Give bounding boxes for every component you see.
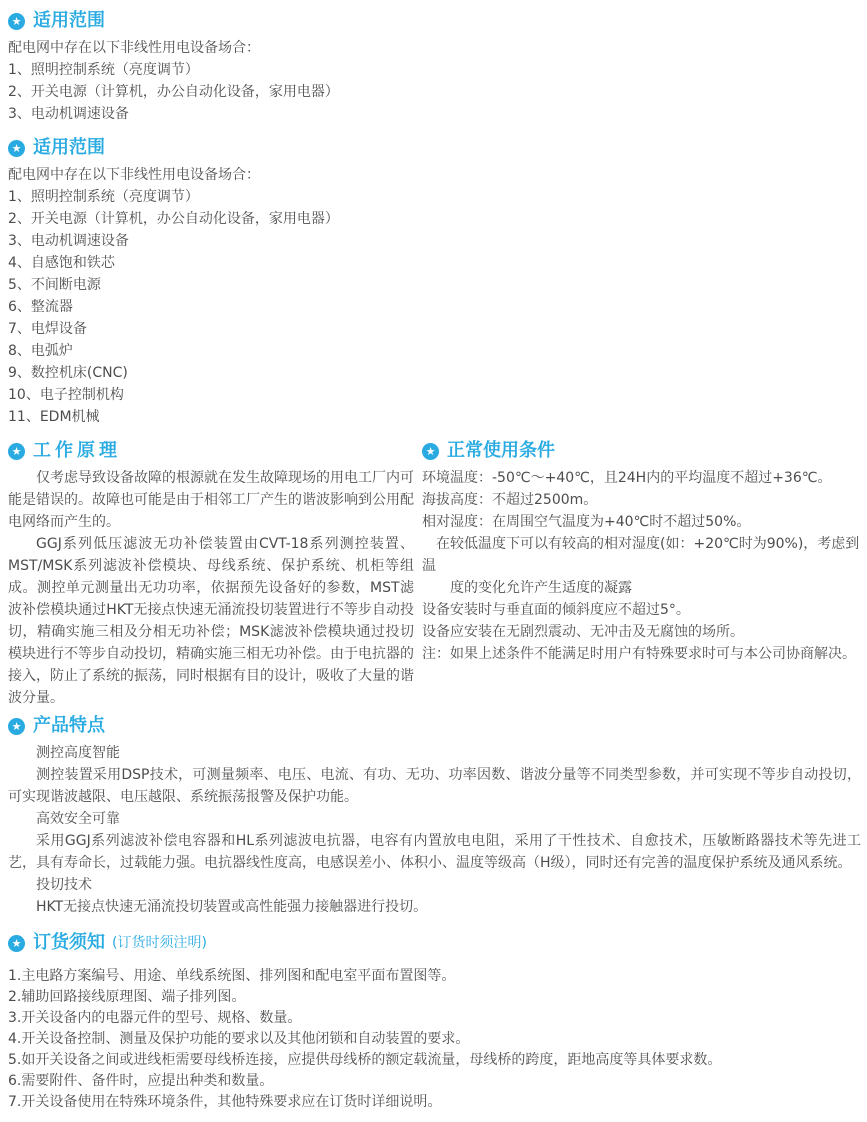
list-item: 6、整流器 [8,299,73,315]
condition-line: 环境温度：-50℃～+40℃，且24H内的平均温度不超过+36℃。 [422,470,832,486]
circled-star-icon: ★ [8,718,25,735]
scope-1-list [8,59,861,125]
section-heading-features [8,715,861,737]
list-item: 8、电弧炉 [8,343,73,359]
condition-line: 注：如果上述条件不能满足时用户有特殊要求时可与本公司协商解决。 [422,646,856,662]
circled-star-icon: ★ [8,13,25,30]
section-title: 正常使用条件 [447,440,555,461]
list-item: 2、开关电源（计算机，办公自动化设备，家用电器） [8,84,339,100]
condition-line: 设备安装时与垂直面的倾斜度应不超过5°。 [422,602,690,618]
list-item: 9、数控机床(CNC) [8,365,128,381]
ordering-item: 6.需要附件、备件时，应提出种类和数量。 [8,1073,274,1089]
list-item: 11、EDM机械 [8,409,100,425]
circled-star-icon: ★ [8,140,25,157]
section-title: 产品特点 [33,715,105,736]
section-intro: 配电网中存在以下非线性用电设备场合： [8,40,260,56]
ordering-item: 5.如开关设备之间或进线柜需要母线桥连接，应提供母线桥的额定载流量，母线桥的跨度，距地高度等具体要求数。 [8,1052,722,1068]
condition-line: 海拔高度：不超过2500m。 [422,492,598,508]
paragraph: 测控装置采用DSP技术，可测量频率、电压、电流、有功、无功、功率因数、谐波分量等不同类型参数，并可实现不等步自动投切，可实现谐波越限、电压越限、系统振荡报警及保护功能。 [8,767,861,805]
section-heading-ordering [8,932,861,954]
two-column-row [8,440,861,709]
section-title: 适用范围 [33,137,105,158]
list-item: 2、开关电源（计算机，办公自动化设备，家用电器） [8,211,339,227]
list-item: 3、电动机调速设备 [8,233,129,249]
paragraph: 投切技术 [36,877,92,893]
section-heading-scope-1 [8,10,861,32]
condition-line: 设备应安装在无剧烈震动、无冲击及无腐蚀的场所。 [422,624,744,640]
circled-star-icon: ★ [8,935,25,952]
list-item: 5、不间断电源 [8,277,101,293]
paragraph: 测控高度智能 [36,745,120,761]
ordering-item: 4.开关设备控制、测量及保护功能的要求以及其他闭锁和自动装置的要求。 [8,1031,470,1047]
ordering-item: 2.辅助回路接线原理图、端子排列图。 [8,989,246,1005]
circled-star-icon: ★ [422,443,439,460]
paragraph: 采用GGJ系列滤波补偿电容器和HL系列滤波电抗器，电容有内置放电电阻，采用了干性技术、自愈技术，压敏断路器技术等先进工艺，具有寿命长，过载能力强。电抗器线性度高，电感误差小、体积小、温度等级高（H级），同时还有完善的温度保护系统及通风系统。 [8,833,861,871]
ordering-list [8,966,861,1113]
condition-line: 相对湿度：在周围空气温度为+40℃时不超过50%。 [422,514,751,530]
section-heading-conditions [422,440,861,462]
list-item: 3、电动机调速设备 [8,106,129,122]
paragraph: 高效安全可靠 [36,811,120,827]
features-paragraphs [8,742,861,918]
list-item: 1、照明控制系统（亮度调节） [8,189,199,205]
condition-line: 度的变化允许产生适度的凝露 [422,580,632,596]
section-working-principle [8,440,414,709]
paragraph: GGJ系列低压滤波无功补偿装置由CVT-18系列测控装置、MST/MSK系列滤波补偿模块、母线系统、保护系统、机柜等组成。测控单元测量出无功功率，依据预先设备好的参数，MST滤波补偿模块通过HKT无接点快速无涌流投切装置进行不等步自动投切，精确实施三相及分相无功补偿；MSK滤波补偿模块通过投切模块进行不等步自动投切，精确实施三相无功补偿。由于电抗器的接入，防止了系统的振荡，同时根据有目的设计，吸收了大量的谐波分量。 [8,536,414,706]
ordering-item: 1.主电路方案编号、用途、单线系统图、排列图和配电室平面布置图等。 [8,968,456,984]
list-item: 1、照明控制系统（亮度调节） [8,62,199,78]
list-item: 7、电焊设备 [8,321,87,337]
paragraph: 仅考虑导致设备故障的根源就在发生故障现场的用电工厂内可能是错误的。故障也可能是由于相邻工厂产生的谐波影响到公用配电网络而产生的。 [8,470,414,530]
section-normal-conditions [422,440,861,709]
circled-star-icon: ★ [8,443,25,460]
section-scope-1 [8,10,861,125]
ordering-item: 7.开关设备使用在特殊环境条件，其他特殊要求应在订货时详细说明。 [8,1094,442,1110]
principle-paragraphs [8,467,414,709]
list-item: 10、电子控制机构 [8,387,124,403]
section-title: 适用范围 [33,10,105,31]
conditions-list [422,467,861,665]
section-ordering [8,932,861,1113]
section-intro: 配电网中存在以下非线性用电设备场合： [8,167,260,183]
section-heading-principle [8,440,414,462]
list-item: 4、自感饱和铁芯 [8,255,115,271]
section-heading-scope-2 [8,137,861,159]
condition-line: 在较低温度下可以有较高的相对湿度(如：+20℃时为90%)，考虑到温 [422,536,860,574]
section-scope-2 [8,137,861,428]
paragraph: HKT无接点快速无涌流投切装置或高性能强力接触器进行投切。 [36,899,428,915]
section-features [8,715,861,918]
section-title: 工作原理 [33,440,121,461]
scope-2-list [8,186,861,428]
ordering-item: 3.开关设备内的电器元件的型号、规格、数量。 [8,1010,302,1026]
section-subtitle: (订货时须注明) [112,935,207,951]
section-title: 订货须知 [33,932,105,953]
